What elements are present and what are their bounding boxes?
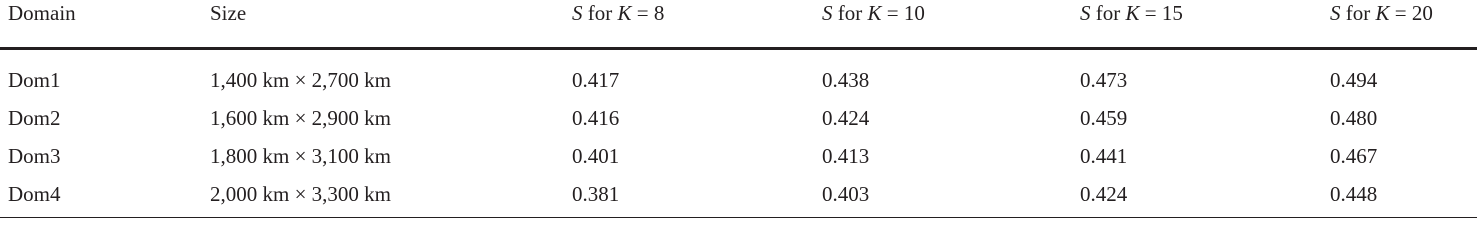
cell-s-k8: 0.416: [572, 105, 620, 130]
header-s-k8-for: for: [582, 1, 618, 25]
header-s-k20: [1322, 0, 1477, 49]
header-s-k10: [814, 0, 1072, 49]
cell-size: 1,600 km × 2,900 km: [210, 105, 392, 130]
header-s-k10-k: K: [867, 1, 882, 25]
header-s-k20-value: = 20: [1389, 1, 1433, 25]
cell-s-k15: 0.441: [1080, 143, 1128, 168]
cell-s-k20: 0.448: [1322, 175, 1477, 218]
header-s-k10-for: for: [832, 1, 868, 25]
header-s-k20-s: S: [1330, 1, 1341, 25]
cell-size: 1,400 km × 2,700 km: [210, 68, 392, 92]
cell-domain: Dom1: [8, 68, 61, 92]
header-s-k15-s: S: [1080, 1, 1091, 25]
cell-s-k15: 0.424: [1072, 175, 1322, 218]
table-row: [0, 137, 1477, 175]
cell-domain: Dom4: [0, 175, 202, 218]
cell-s-k10: 0.413: [822, 143, 870, 168]
table-row: [0, 175, 1477, 218]
cell-size: 2,000 km × 3,300 km: [202, 175, 564, 218]
header-s-k20-k: K: [1375, 1, 1390, 25]
header-s-k10-s: S: [822, 1, 833, 25]
cell-s-k10: 0.403: [814, 175, 1072, 218]
table-header-row: [0, 0, 1477, 49]
header-size: Size: [202, 0, 564, 49]
table-row: [0, 49, 1477, 100]
cell-s-k15: 0.473: [1080, 68, 1128, 92]
cell-s-k20: 0.494: [1330, 68, 1378, 92]
header-s-k8-value: = 8: [631, 1, 665, 25]
header-s-k8: [564, 0, 814, 49]
table-row: [0, 99, 1477, 137]
header-s-k15: [1072, 0, 1322, 49]
header-s-k20-for: for: [1340, 1, 1376, 25]
cell-domain: Dom2: [8, 105, 61, 130]
header-s-k15-for: for: [1090, 1, 1126, 25]
cell-s-k10: 0.438: [822, 68, 870, 92]
header-s-k15-k: K: [1125, 1, 1140, 25]
header-s-k8-k: K: [617, 1, 632, 25]
cell-s-k15: 0.459: [1080, 105, 1128, 130]
header-s-k8-s: S: [572, 1, 583, 25]
cell-s-k10: 0.424: [822, 105, 870, 130]
cell-s-k20: 0.467: [1330, 143, 1378, 168]
cell-s-k8: 0.401: [572, 143, 620, 168]
cell-s-k20: 0.480: [1330, 105, 1378, 130]
cell-size: 1,800 km × 3,100 km: [210, 143, 392, 168]
cell-s-k8: 0.381: [564, 175, 814, 218]
header-s-k15-value: = 15: [1139, 1, 1183, 25]
header-s-k10-value: = 10: [881, 1, 925, 25]
cell-domain: Dom3: [8, 143, 61, 168]
header-domain: Domain: [0, 0, 202, 49]
cell-s-k8: 0.417: [572, 68, 620, 92]
